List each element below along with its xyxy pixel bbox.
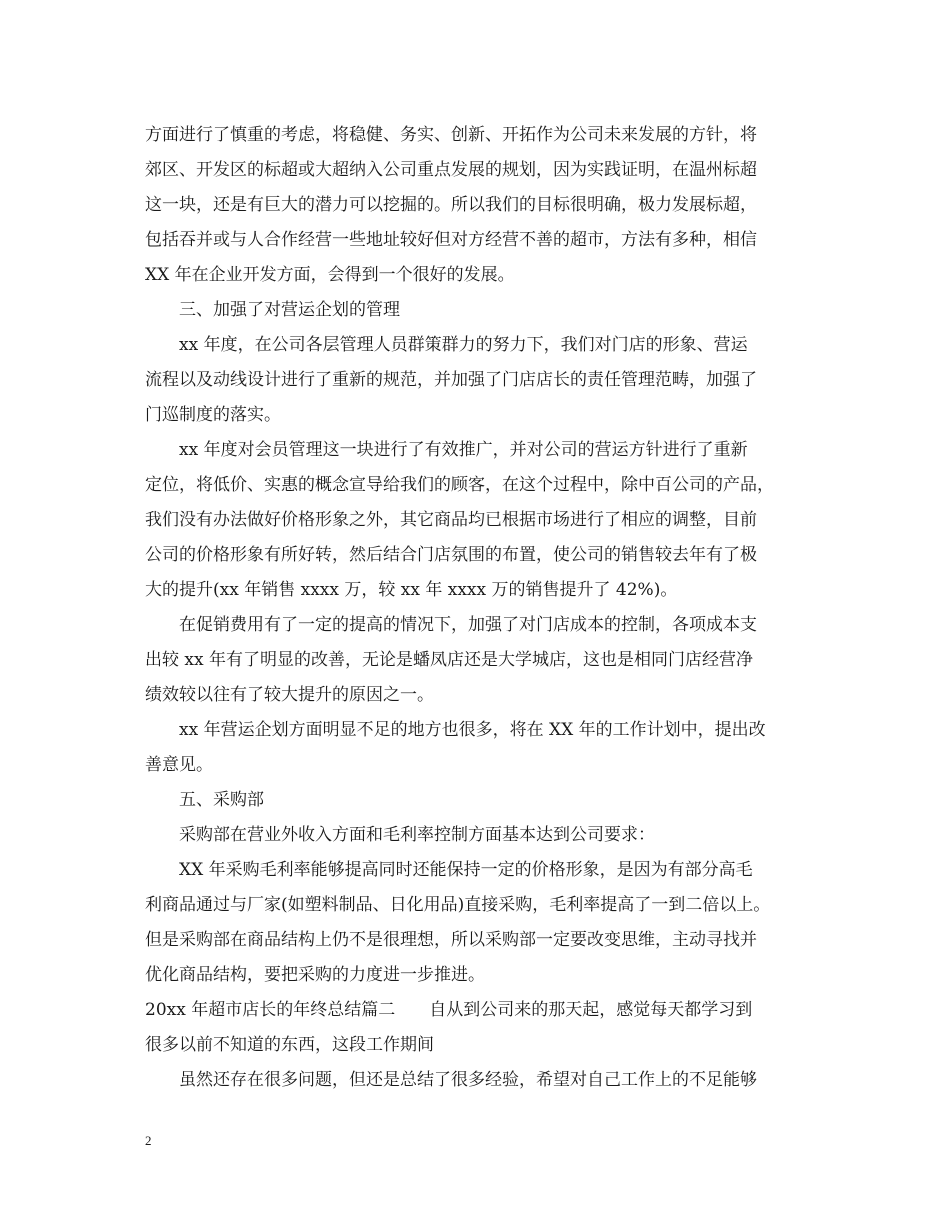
text-line: 大的提升(xx 年销售 xxxx 万，较 xx 年 xxxx 万的销售提升了 42%)。 bbox=[145, 580, 678, 600]
text-line: 绩效较以往有了较大提升的原因之一。 bbox=[145, 685, 434, 705]
text-line: 20xx 年超市店长的年终总结篇二 自从到公司来的那天起，感觉每天都学习到 bbox=[145, 1000, 753, 1020]
text-line: xx 年营运企划方面明显不足的地方也很多，将在 XX 年的工作计划中，提出改 bbox=[179, 720, 766, 740]
text-line: 我们没有办法做好价格形象之外，其它商品均已根据市场进行了相应的调整，目前 bbox=[145, 510, 757, 530]
text-line: 公司的价格形象有所好转，然后结合门店氛围的布置，使公司的销售较去年有了极 bbox=[145, 545, 757, 565]
text-line: 虽然还存在很多问题，但还是总结了很多经验，希望对自己工作上的不足能够 bbox=[179, 1070, 757, 1090]
document-body bbox=[145, 118, 825, 1098]
text-line: XX 年采购毛利率能够提高同时还能保持一定的价格形象，是因为有部分高毛 bbox=[179, 860, 753, 880]
text-line: 优化商品结构，要把采购的力度进一步推进。 bbox=[145, 965, 485, 985]
text-line: xx 年度，在公司各层管理人员群策群力的努力下，我们对门店的形象、营运 bbox=[179, 335, 748, 355]
text-line: 利商品通过与厂家(如塑料制品、日化用品)直接采购，毛利率提高了一到二倍以上。 bbox=[145, 895, 771, 915]
text-line: 这一块，还是有巨大的潜力可以挖掘的。所以我们的目标很明确，极力发展标超， bbox=[145, 195, 757, 215]
text-line: 出较 xx 年有了明显的改善，无论是蟠凤店还是大学城店，这也是相同门店经营净 bbox=[145, 650, 753, 670]
text-line: 采购部在营业外收入方面和毛利率控制方面基本达到公司要求： bbox=[179, 825, 655, 845]
text-line: 门巡制度的落实。 bbox=[145, 405, 281, 425]
text-line: 流程以及动线设计进行了重新的规范，并加强了门店店长的责任管理范畴，加强了 bbox=[145, 370, 757, 390]
text-line: 三、加强了对营运企划的管理 bbox=[179, 300, 400, 320]
text-line: XX 年在企业开发方面，会得到一个很好的发展。 bbox=[145, 265, 515, 285]
text-line: 郊区、开发区的标超或大超纳入公司重点发展的规划，因为实践证明，在温州标超 bbox=[145, 160, 757, 180]
text-line: 很多以前不知道的东西，这段工作期间 bbox=[145, 1035, 434, 1055]
text-line: 在促销费用有了一定的提高的情况下，加强了对门店成本的控制，各项成本支 bbox=[179, 615, 757, 635]
page-number: 2 bbox=[145, 1133, 152, 1148]
text-line: 五、采购部 bbox=[179, 790, 264, 810]
text-line: 方面进行了慎重的考虑，将稳健、务实、创新、开拓作为公司未来发展的方针，将 bbox=[145, 125, 757, 145]
text-line: 包括吞并或与人合作经营一些地址较好但对方经营不善的超市，方法有多种，相信 bbox=[145, 230, 757, 250]
text-line: 善意见。 bbox=[145, 755, 213, 775]
text-line: 但是采购部在商品结构上仍不是很理想，所以采购部一定要改变思维，主动寻找并 bbox=[145, 930, 757, 950]
text-line: xx 年度对会员管理这一块进行了有效推广，并对公司的营运方针进行了重新 bbox=[179, 440, 748, 460]
text-line: 定位，将低价、实惠的概念宣导给我们的顾客，在这个过程中，除中百公司的产品， bbox=[145, 475, 774, 495]
